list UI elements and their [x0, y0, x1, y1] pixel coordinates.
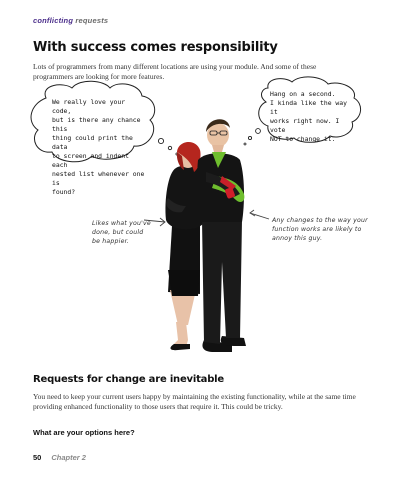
section-body: You need to keep your current users happy by maintaining the existing functionality, while at the same time providing enhanced functionality to those users that require it. This could be tricky. — [33, 392, 356, 411]
arrow-right-note — [250, 210, 269, 219]
thought-dot-left-1 — [158, 138, 163, 143]
man-figure — [197, 119, 246, 352]
note-left: Likes what you've done, but could be happier. — [92, 220, 151, 245]
thought-dot-right-2 — [248, 136, 251, 139]
question-text: What are your options here? — [33, 428, 135, 437]
thought-text-left: We really love your code, but is there any chance this thing could print the data to screen and indent each nested list whenever one is found? — [52, 98, 145, 196]
section-heading: Requests for change are inevitable — [33, 374, 224, 385]
page-title: With success comes responsibility — [33, 40, 278, 55]
section-label-rest: requests — [73, 16, 109, 25]
page-number: 50 — [33, 453, 42, 462]
section-label-word: conflicting — [33, 16, 74, 25]
thought-text-right: Hang on a second. I kinda like the way it works right now. I vote NOT to change it. — [270, 90, 347, 143]
thought-dot-left-2 — [168, 146, 171, 149]
note-right: Any changes to the way your function works are likely to annoy this guy. — [272, 217, 368, 242]
intro-paragraph: Lots of programmers from many different locations are using your module. And some of these programmers are looking for more features. — [33, 62, 317, 81]
thought-dot-right-1 — [256, 129, 261, 134]
page-footer — [33, 453, 86, 462]
chapter-label: Chapter 2 — [51, 453, 86, 462]
thought-dot-right-3 — [244, 143, 246, 145]
